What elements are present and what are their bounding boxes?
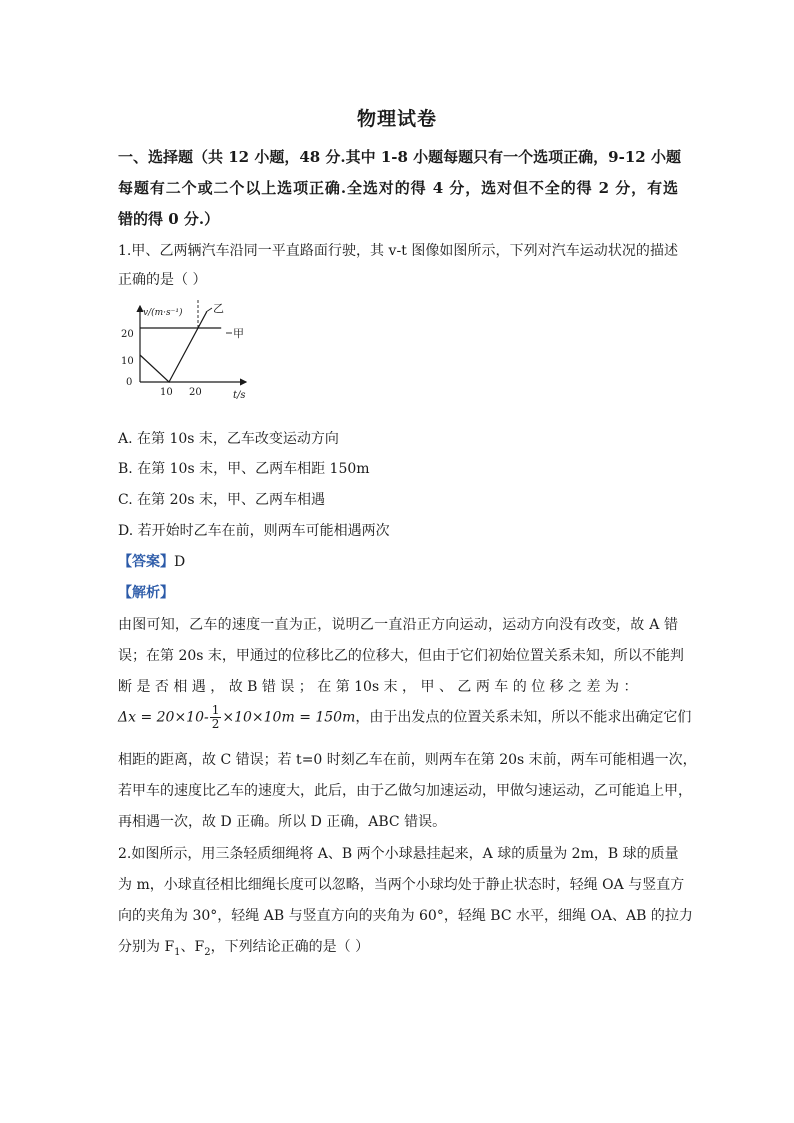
q2-line-2: 为 m，小球直径相比细绳长度可以忽略，当两个小球均处于静止状态时，轻绳 OA 与竖直方 [118, 877, 685, 893]
formula-part-2: ×10×10m = 150m [222, 709, 356, 726]
q1-option-c: C. 在第 20s 末，甲、乙两车相遇 [118, 492, 326, 508]
q2-line-4 [118, 936, 678, 958]
q1-option-d: D. 若开始时乙车在前，则两车可能相遇两次 [118, 523, 390, 539]
q1-stem-line-2: 正确的是（ ） [118, 272, 207, 288]
analysis-line-2: 误；在第 20s 末，甲通过的位移比乙的位移大，但由于它们初始位置关系未知，所以不能判 [118, 648, 684, 664]
q2-line-1: 2.如图所示，用三条轻质细绳将 A、B 两个小球悬挂起来，A 球的质量为 2m，B 球的质量 [118, 846, 679, 862]
x-axis-label: t/s [233, 390, 246, 401]
analysis-formula-line [118, 703, 692, 731]
x-tick-label-20: 20 [189, 387, 202, 398]
x-tick-label-10: 10 [160, 387, 173, 398]
subscript-2: 2 [204, 946, 211, 958]
y-tick-label-20: 20 [121, 329, 134, 340]
fraction-numerator: 1 [211, 703, 220, 717]
q1-analysis-label [118, 582, 678, 602]
section-heading-line-3: 错的得 0 分.） [118, 210, 220, 228]
formula-part-1: Δx = 20×10- [118, 709, 209, 726]
q2-line-4-part-1: 分别为 F [118, 939, 175, 955]
q2-line-4-part-3: ，下列结论正确的是（ ） [210, 939, 370, 955]
analysis-line-4-tail: ，由于出发点的位置关系未知，所以不能求出确定它们 [355, 709, 692, 726]
q2-line-4-part-2: 、F [180, 939, 205, 955]
analysis-line-1: 由图可知，乙车的速度一直为正，说明乙一直沿正方向运动，运动方向没有改变，故 A 错 [118, 617, 678, 633]
analysis-label: 【解析】 [118, 585, 174, 601]
analysis-line-5: 相距的距离，故 C 错误；若 t=0 时刻乙车在前，则两车在第 20s 末前，两车可能相遇一次， [118, 752, 697, 768]
series-yi-label: 乙 [213, 302, 224, 315]
series-jia-label: 甲 [233, 327, 244, 340]
series-yi-line [140, 312, 207, 382]
answer-value: D [174, 554, 186, 570]
analysis-line-3: 断 是 否 相 遇 ， 故 B 错 误 ； 在 第 10s 末 ， 甲 、 乙 两 车 的 位 移 之 差 为 ： [118, 679, 638, 695]
vt-graph-figure [118, 298, 258, 408]
section-heading-line-1: 一、选择题（共 12 小题，48 分.其中 1-8 小题每题只有一个选项正确，9-12 小题 [118, 148, 681, 166]
section-heading-line-2: 每题有二个或二个以上选项正确.全选对的得 4 分，选对但不全的得 2 分，有选 [118, 179, 678, 197]
y-tick-label-10: 10 [121, 356, 134, 367]
analysis-line-7: 再相遇一次，故 D 正确。所以 D 正确，ABC 错误。 [118, 814, 447, 830]
y-tick-label-0: 0 [126, 377, 133, 388]
q1-answer [118, 551, 678, 571]
q1-option-a: A. 在第 10s 末，乙车改变运动方向 [118, 431, 339, 447]
q2-line-3: 向的夹角为 30°，轻绳 AB 与竖直方向的夹角为 60°，轻绳 BC 水平，细绳 OA、AB 的拉力 [118, 908, 693, 924]
yi-label-leader [206, 308, 212, 312]
page-title: 物理试卷 [356, 108, 437, 130]
y-axis-label: v/(m·s⁻¹) [143, 308, 183, 318]
fraction-denominator: 2 [211, 717, 220, 731]
q1-option-b: B. 在第 10s 末，甲、乙两车相距 150m [118, 461, 370, 477]
q1-stem-line-1: 1.甲、乙两辆汽车沿同一平直路面行驶，其 v-t 图像如图所示，下列对汽车运动状况的描述 [118, 243, 678, 259]
analysis-line-6: 若甲车的速度比乙车的速度大，此后，由于乙做匀加速运动，甲做匀速运动，乙可能追上甲， [118, 783, 692, 799]
answer-label: 【答案】 [118, 554, 174, 570]
formula-fraction [210, 704, 222, 731]
subscript-1: 1 [174, 946, 181, 958]
